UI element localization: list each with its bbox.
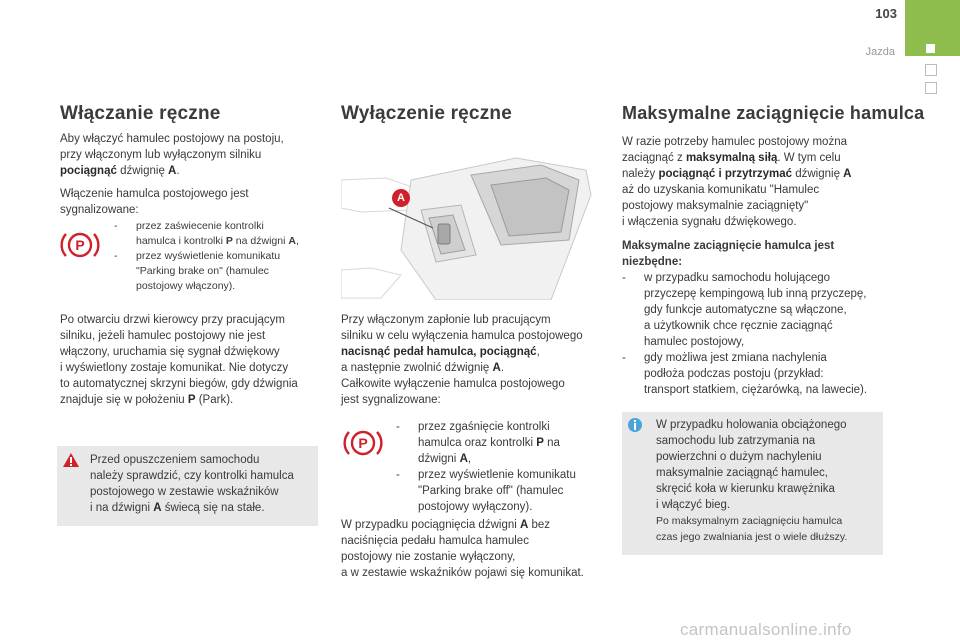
section-tab-marker (926, 44, 935, 53)
section-name: Jazda (865, 46, 895, 58)
section-title-release: Wyłączenie ręczne (341, 103, 512, 124)
section-title-max-apply: Maksymalne zaciągnięcie hamulca (622, 103, 925, 123)
page-marker-box (925, 64, 937, 76)
release-without-pedal-text: W przypadku pociągnięcia dźwigni A bez naciśnięcia pedału hamulca hamulec postojowy nie zostanie wyłączony, a w zestawie wskaźników pojawi się komunikat. (341, 519, 584, 579)
release-instructions: Przy włączonym zapłonie lub pracującym silniku w celu wyłączenia hamulca postojowego nacisnąć pedał hamulca, pociągnąć, a następnie zwolnić dźwignię A. Całkowite wyłączenie hamulca postojowego jest sygnalizowane: (341, 314, 583, 406)
page-number: 103 (875, 6, 897, 21)
release-signal-list (396, 419, 606, 515)
parking-brake-warning-icon (59, 228, 101, 262)
page-marker-box (925, 82, 937, 94)
door-open-warning-text: Po otwarciu drzwi kierowcy przy pracującym silniku, jeżeli hamulec postojowy nie jest włączony, uruchamia się sygnał dźwiękowy i wyświetlony zostaje komunikat. Nie dotyczy to automatycznej skrzyni biegów, gdy dźwignia znajduje się w położeniu P (Park). (60, 314, 298, 406)
svg-text:P: P (358, 435, 368, 451)
lever-callout-label: A (397, 192, 405, 204)
watermark: carmanualsonline.info (680, 620, 852, 639)
list-item: - przez wyświetlenie komunikatu "Parking brake on" (hamulec postojowy włączony). (114, 250, 281, 292)
list-item: - gdy możliwa jest zmiana nachylenia podłoża podczas postoju (przykład: transport statkiem, ciężarówką, na lawecie). (622, 352, 868, 396)
parking-brake-lever-illustration (341, 150, 601, 300)
parking-brake-warning-icon (342, 426, 384, 460)
list-item: - przez wyświetlenie komunikatu "Parking brake off" (hamulec postojowy wyłączony). (396, 469, 576, 513)
engage-instructions: Aby włączyć hamulec postojowy na postoju, przy włączonym lub wyłączonym silniku pociągnąć dźwignię A. (60, 133, 284, 177)
warning-note-text: Przed opuszczeniem samochodu należy sprawdzić, czy kontrolki hamulca postojowego w zestawie wskaźników i na dźwigni A świecą się na stałe. (90, 454, 294, 514)
engage-signal-list (114, 219, 319, 294)
info-note-text: W przypadku holowania obciążonego samochodu lub zatrzymania na powierzchni o dużym nachyleniu maksymalnie zaciągnąć hamulec, skręcić koła w kierunku krawężnika i włączyć bieg. Po maksymalnym zaciągnięciu hamulca czas jego zwalniania jest o wiele dłuższy. (656, 419, 848, 543)
info-icon (627, 417, 643, 433)
list-item: - w przypadku samochodu holującego przyczepę kempingową lub inną przyczepę, gdy funkcje automatyczne są włączone, a użytkownik chce ręcznie zaciągnąć hamulec postojowy, (622, 272, 867, 348)
list-item: - przez zaświecenie kontrolki hamulca i kontrolki P na dźwigni A, (114, 220, 299, 247)
svg-text:P: P (75, 237, 85, 253)
engage-signal-intro: Włączenie hamulca postojowego jest sygnalizowane: (60, 188, 249, 216)
max-apply-cases-list (622, 270, 890, 398)
warning-icon (62, 452, 80, 468)
max-apply-instructions: W razie potrzeby hamulec postojowy można zaciągnąć z maksymalną siłą. W tym celu należy pociągnąć i przytrzymać dźwignię A aż do uzyskania komunikatu "Hamulec postojowy maksymalnie zaciągnięty" i włączenia sygnału dźwiękowego. (622, 136, 852, 228)
section-title-engage: Włączanie ręczne (60, 103, 221, 124)
max-apply-subheading: Maksymalne zaciągnięcie hamulca jest niezbędne: (622, 240, 835, 268)
list-item: - przez zgaśnięcie kontrolki hamulca oraz kontrolki P na dźwigni A, (396, 421, 560, 465)
